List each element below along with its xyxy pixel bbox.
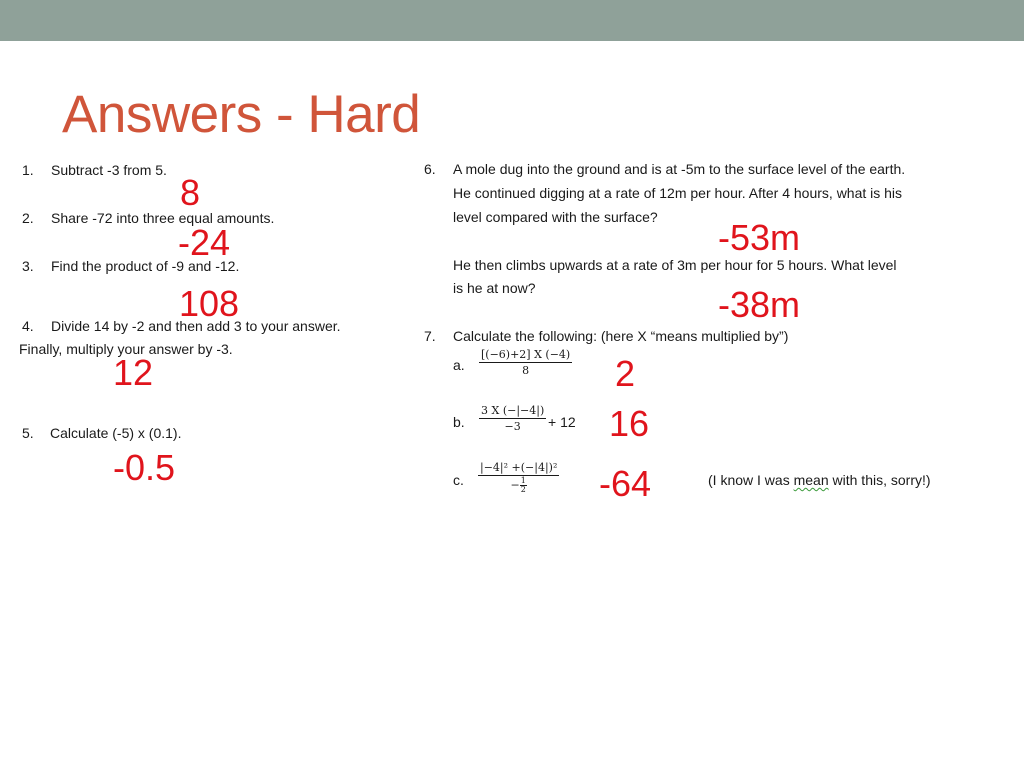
q6-answer2: -38m (718, 284, 801, 325)
q6-line3: level compared with the surface? (453, 209, 658, 225)
q2-text: Share -72 into three equal amounts. (51, 210, 275, 226)
q1-number: 1. (22, 162, 34, 178)
q7a-answer: 2 (615, 353, 636, 394)
q3-text: Find the product of -9 and -12. (51, 258, 240, 274)
q2-number: 2. (22, 210, 34, 226)
q7a-numerator: [(−6)+2] X (−4) (481, 348, 571, 361)
q4-text-line1: Divide 14 by -2 and then add 3 to your answer. (51, 318, 341, 334)
q7b-answer: 16 (609, 403, 650, 444)
q7c-answer: -64 (599, 463, 652, 504)
q7b-label: b. (453, 414, 465, 430)
q7a-fraction (479, 348, 572, 377)
q7b-fraction (479, 404, 546, 433)
q7b-denominator: −3 (504, 420, 521, 433)
q7-note-suffix: with this, sorry!) (828, 472, 931, 488)
q1-text: Subtract -3 from 5. (51, 162, 167, 178)
q7-note-prefix: (I know I was (708, 472, 794, 488)
slide-title: Answers - Hard (62, 85, 421, 144)
q7c-label: c. (453, 472, 464, 488)
q4-text-line2: Finally, multiply your answer by -3. (19, 341, 233, 357)
q7a-denominator: 8 (522, 364, 530, 377)
q6-number: 6. (424, 161, 436, 177)
q4-answer: 12 (113, 352, 154, 393)
q6-line4: He then climbs upwards at a rate of 3m per hour for 5 hours. What level (453, 257, 897, 273)
q3-answer: 108 (179, 283, 240, 324)
q7c-numerator: |−4|² +(−|4|)² (480, 461, 558, 474)
q5-answer: -0.5 (113, 447, 176, 488)
q7c-small-denominator: 2 (520, 485, 526, 494)
q7-number: 7. (424, 328, 436, 344)
q3-number: 3. (22, 258, 34, 274)
q1-answer: 8 (180, 172, 201, 213)
q5-text: Calculate (-5) x (0.1). (50, 425, 182, 441)
q5-number: 5. (22, 425, 34, 441)
q7b-numerator: 3 X (−|−4|) (481, 404, 545, 417)
q7-note-squiggle-word: mean (793, 472, 829, 488)
q7-text: Calculate the following: (here X “means multiplied by”) (453, 328, 789, 344)
q7c-fraction (478, 461, 559, 494)
q4-number: 4. (22, 318, 34, 334)
q7b-extra: + 12 (548, 414, 576, 430)
q6-answer1: -53m (718, 217, 801, 258)
q6-line1: A mole dug into the ground and is at -5m to the surface level of the earth. (453, 161, 906, 177)
q6-line2: He continued digging at a rate of 12m per hour. After 4 hours, what is his (453, 185, 903, 201)
q7c-small-fraction (520, 477, 527, 494)
top-bar (0, 0, 1024, 41)
q2-answer: -24 (178, 222, 231, 263)
q7-note (708, 468, 931, 492)
q7a-label: a. (453, 357, 465, 373)
q6-line5: is he at now? (453, 280, 536, 296)
q7c-small-numerator: 1 (520, 476, 526, 485)
q7c-denominator-sign: − (510, 478, 520, 492)
q7c-denominator (511, 476, 527, 494)
